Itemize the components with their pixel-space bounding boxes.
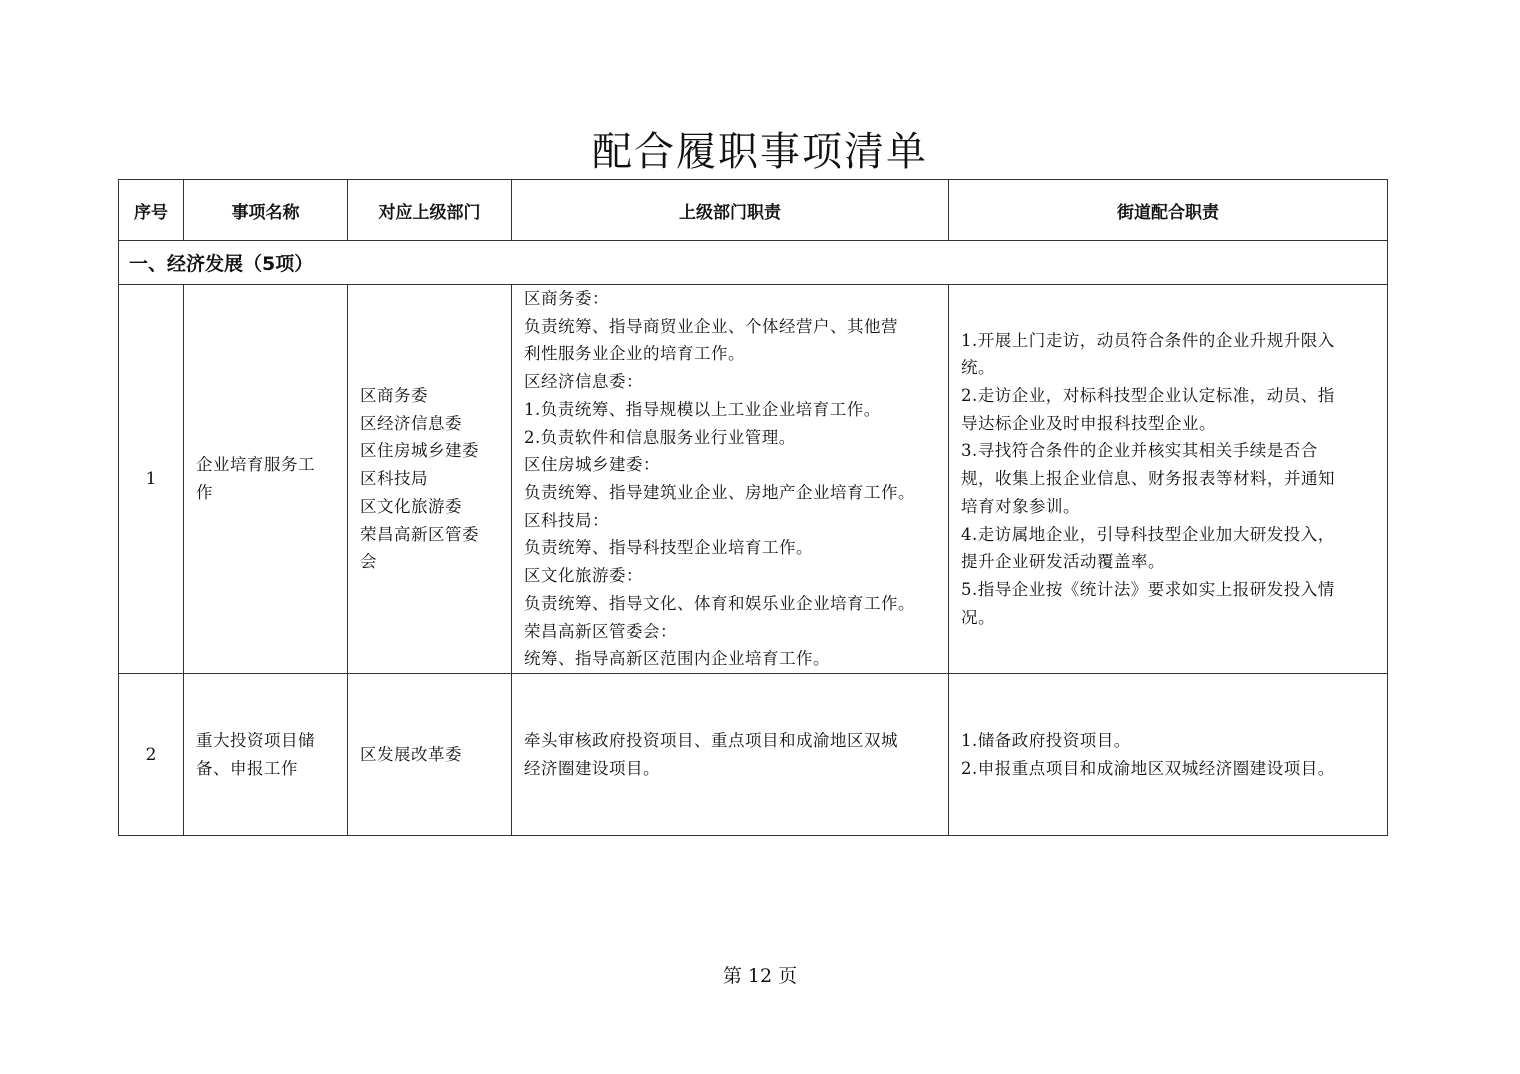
duty-line: 区住房城乡建委：	[524, 455, 660, 475]
duty-line: 负责统筹、指导科技型企业培育工作。	[524, 538, 813, 558]
street-duty-line: 1.储备政府投资项目。	[961, 730, 1131, 750]
page-title: 配合履职事项清单	[592, 129, 928, 175]
row-superior-duty	[512, 674, 949, 836]
duty-line: 统筹、指导高新区范围内企业培育工作。	[524, 649, 830, 669]
page-number: 第 12 页	[722, 965, 798, 987]
row-departments	[348, 674, 512, 836]
department-line: 区发展改革委	[360, 744, 462, 764]
section-row	[119, 241, 1388, 285]
street-duty-line: 导达标企业及时申报科技型企业。	[961, 413, 1216, 433]
row-departments	[348, 285, 512, 674]
street-duty-line: 提升企业研发活动覆盖率。	[961, 552, 1165, 572]
table-row	[119, 285, 1388, 674]
street-duty-line: 5.指导企业按《统计法》要求如实上报研发投入情	[961, 579, 1335, 599]
duty-line: 区商务委：	[524, 289, 609, 309]
duty-line: 区科技局：	[524, 510, 609, 530]
street-duty-line: 4.走访属地企业，引导科技型企业加大研发投入，	[961, 524, 1335, 544]
row-superior-duty	[512, 285, 949, 674]
row-street-duty	[949, 285, 1388, 674]
item-name-line: 作	[196, 483, 213, 502]
street-duty-line: 培育对象参训。	[961, 496, 1080, 516]
duty-line: 经济圈建设项目。	[524, 758, 660, 778]
duty-line: 负责统筹、指导文化、体育和娱乐业企业培育工作。	[524, 593, 915, 613]
item-name-line: 备、申报工作	[196, 758, 298, 778]
street-duty-line: 2.走访企业，对标科技型企业认定标准，动员、指	[961, 386, 1335, 406]
duty-line: 区经济信息委：	[524, 372, 643, 392]
duty-line: 负责统筹、指导商贸业企业、个体经营户、其他营	[524, 316, 898, 336]
duty-line: 负责统筹、指导建筑业企业、房地产企业培育工作。	[524, 483, 915, 502]
department-line: 会	[360, 552, 377, 572]
duty-line: 牵头审核政府投资项目、重点项目和成渝地区双城	[524, 730, 898, 750]
header-seq: 序号	[119, 180, 184, 241]
department-line: 区住房城乡建委	[360, 441, 479, 461]
header-dept: 对应上级部门	[348, 180, 512, 241]
row-seq: 2	[119, 674, 184, 836]
duty-line: 1.负责统筹、指导规模以上工业企业培育工作。	[524, 399, 881, 419]
department-line: 荣昌高新区管委	[360, 524, 479, 544]
duty-line: 区文化旅游委：	[524, 566, 643, 586]
row-street-duty	[949, 674, 1388, 836]
street-duty-line: 2.申报重点项目和成渝地区双城经济圈建设项目。	[961, 758, 1335, 778]
duty-line: 利性服务业企业的培育工作。	[524, 344, 745, 364]
header-row	[119, 180, 1388, 241]
header-duty: 上级部门职责	[512, 180, 949, 241]
item-name-line: 企业培育服务工	[196, 455, 315, 475]
street-duty-line: 3.寻找符合条件的企业并核实其相关手续是否合	[961, 441, 1318, 461]
item-name-line: 重大投资项目储	[196, 730, 315, 750]
row-seq: 1	[119, 285, 184, 674]
duty-line: 荣昌高新区管委会：	[524, 621, 677, 641]
table-row	[119, 674, 1388, 836]
section-heading: 一、经济发展（5项）	[119, 241, 1388, 285]
department-line: 区文化旅游委	[360, 496, 462, 516]
department-line: 区商务委	[360, 386, 428, 406]
duty-line: 2.负责软件和信息服务业行业管理。	[524, 427, 796, 447]
department-line: 区经济信息委	[360, 413, 462, 433]
row-item-name	[184, 285, 348, 674]
street-duty-line: 统。	[961, 358, 995, 378]
department-line: 区科技局	[360, 469, 428, 489]
street-duty-line: 况。	[961, 607, 995, 627]
duty-table	[118, 179, 1388, 836]
row-item-name	[184, 674, 348, 836]
street-duty-line: 规，收集上报企业信息、财务报表等材料，并通知	[961, 469, 1335, 489]
header-street: 街道配合职责	[949, 180, 1388, 241]
street-duty-line: 1.开展上门走访，动员符合条件的企业升规升限入	[961, 330, 1335, 350]
header-name: 事项名称	[184, 180, 348, 241]
